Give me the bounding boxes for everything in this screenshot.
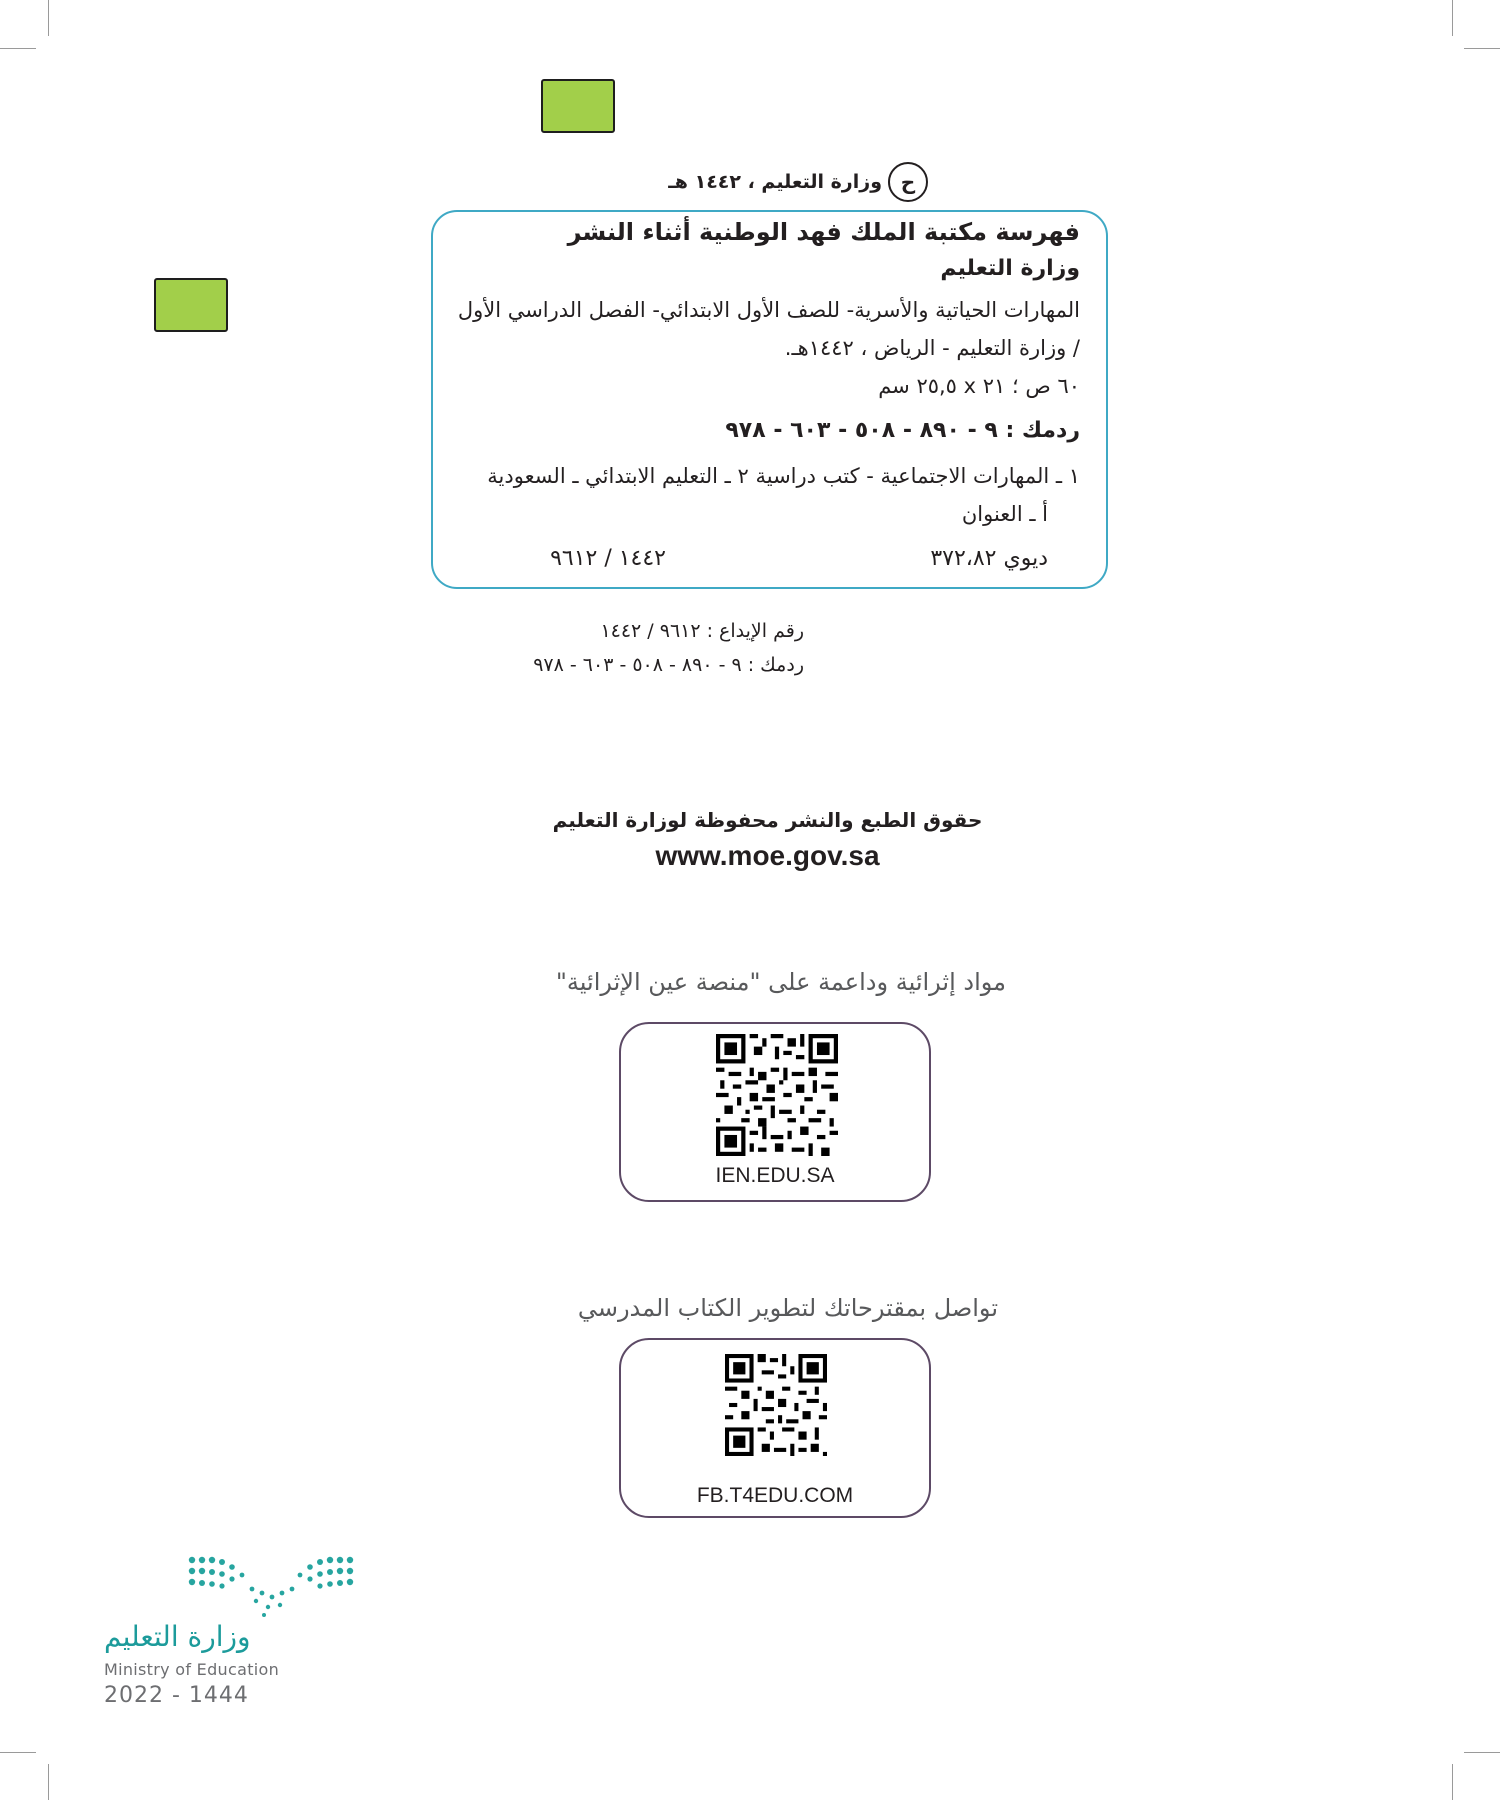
catalog-subjects-line1: ١ ـ المهارات الاجتماعية - كتب دراسية ٢ ـ التعليم الابتدائي ـ السعودية bbox=[487, 464, 1080, 488]
copyright-symbol: ح bbox=[888, 162, 928, 202]
qr-code-icon bbox=[716, 1034, 838, 1156]
green-marker-top bbox=[541, 79, 615, 133]
website-link[interactable]: www.moe.gov.sa bbox=[655, 840, 880, 871]
ministry-name-english: Ministry of Education bbox=[104, 1660, 280, 1679]
feedback-heading: تواصل بمقترحاتك لتطوير الكتاب المدرسي bbox=[577, 1294, 998, 1322]
crop-mark bbox=[0, 1752, 36, 1753]
crop-mark bbox=[1452, 1764, 1453, 1800]
crop-mark bbox=[1464, 48, 1500, 49]
crop-mark bbox=[48, 0, 49, 36]
ministry-logo-dots-icon bbox=[186, 1555, 356, 1617]
catalog-title: فهرسة مكتبة الملك فهد الوطنية أثناء النشر bbox=[567, 218, 1080, 246]
catalog-publisher: وزارة التعليم bbox=[940, 256, 1080, 281]
ien-qr-caption: IEN.EDU.SA bbox=[715, 1164, 835, 1187]
deposit-isbn-line: ردمك : ٩ - ٨٩٠ - ٥٠٨ - ٦٠٣ - ٩٧٨ bbox=[533, 654, 804, 676]
ministry-year: 2022 - 1444 bbox=[104, 1683, 249, 1708]
copyright-text: وزارة التعليم ، ١٤٤٢ هـ bbox=[668, 171, 882, 193]
catalog-description-line1: المهارات الحياتية والأسرية- للصف الأول الابتدائي- الفصل الدراسي الأول bbox=[457, 298, 1080, 322]
feedback-qr-caption: FB.T4EDU.COM bbox=[696, 1484, 854, 1507]
ien-qr-card[interactable] bbox=[619, 1022, 931, 1202]
catalog-description-line2: / وزارة التعليم - الرياض ، ١٤٤٢هـ. bbox=[784, 336, 1080, 360]
crop-mark bbox=[1452, 0, 1453, 36]
catalog-subjects-line2: أ ـ العنوان bbox=[961, 502, 1048, 526]
deposit-number-line: رقم الإيداع : ٩٦١٢ / ١٤٤٢ bbox=[600, 620, 804, 642]
qr-code-icon bbox=[725, 1354, 827, 1456]
catalog-isbn: ردمك : ٩ - ٨٩٠ - ٥٠٨ - ٦٠٣ - ٩٧٨ bbox=[725, 418, 1080, 443]
copyright-line bbox=[668, 162, 928, 202]
enrichment-heading: مواد إثرائية وداعمة على "منصة عين الإثرائية" bbox=[555, 968, 1006, 996]
ministry-name-arabic: وزارة التعليم bbox=[104, 1620, 251, 1653]
green-marker-left bbox=[154, 278, 228, 332]
feedback-qr-card[interactable] bbox=[619, 1338, 931, 1518]
catalog-pages: ٦٠ ص ؛ ٢١ x ٢٥,٥ سم bbox=[878, 374, 1080, 398]
crop-mark bbox=[48, 1764, 49, 1800]
catalog-dewey: ديوي ٣٧٢،٨٢ bbox=[930, 546, 1048, 571]
catalog-box bbox=[431, 210, 1108, 589]
crop-mark bbox=[0, 48, 36, 49]
catalog-deposit-number: ١٤٤٢ / ٩٦١٢ bbox=[550, 546, 666, 571]
rights-text: حقوق الطبع والنشر محفوظة لوزارة التعليم bbox=[552, 808, 983, 832]
crop-mark bbox=[1464, 1752, 1500, 1753]
